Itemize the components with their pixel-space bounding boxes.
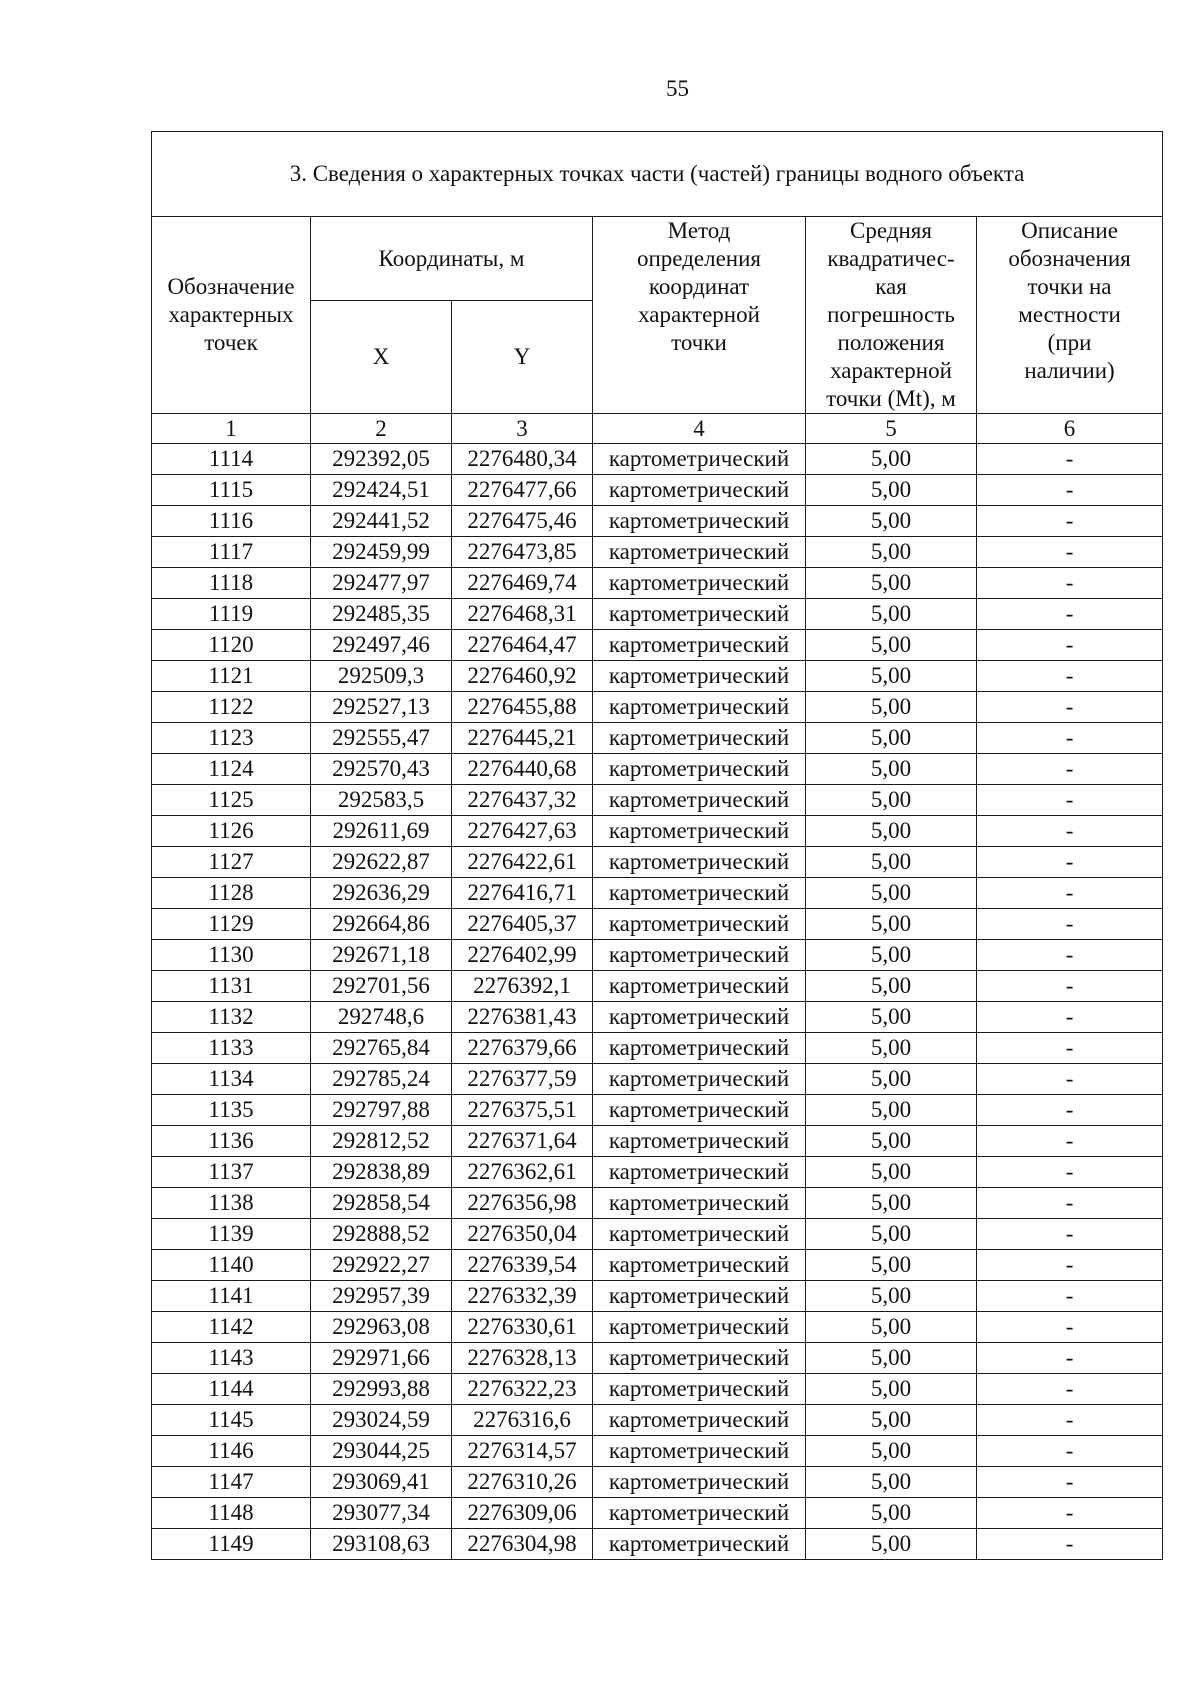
description-cell: - <box>977 1157 1163 1188</box>
column-number: 5 <box>806 414 977 444</box>
description-cell: - <box>977 723 1163 754</box>
y-coordinate-cell: 2276475,46 <box>452 506 593 537</box>
header-description-line: (при <box>1047 330 1092 355</box>
table-row <box>152 1064 1163 1095</box>
table-row <box>152 1219 1163 1250</box>
point-cell: 1135 <box>152 1095 311 1126</box>
table-row <box>152 1281 1163 1312</box>
x-coordinate-cell: 292509,3 <box>311 661 452 692</box>
y-coordinate-cell: 2276440,68 <box>452 754 593 785</box>
header-method <box>593 217 806 414</box>
y-coordinate-cell: 2276480,34 <box>452 444 593 475</box>
header-error-line: точки (Mt), м <box>826 386 956 411</box>
y-coordinate-cell: 2276422,61 <box>452 847 593 878</box>
point-cell: 1147 <box>152 1467 311 1498</box>
y-coordinate-cell: 2276445,21 <box>452 723 593 754</box>
point-cell: 1123 <box>152 723 311 754</box>
table-row <box>152 444 1163 475</box>
method-cell: картометрический <box>593 1281 806 1312</box>
error-cell: 5,00 <box>806 1467 977 1498</box>
method-cell: картометрический <box>593 785 806 816</box>
error-cell: 5,00 <box>806 1281 977 1312</box>
x-coordinate-cell: 292963,08 <box>311 1312 452 1343</box>
point-cell: 1126 <box>152 816 311 847</box>
x-coordinate-cell: 292957,39 <box>311 1281 452 1312</box>
error-cell: 5,00 <box>806 1095 977 1126</box>
point-cell: 1143 <box>152 1343 311 1374</box>
point-cell: 1138 <box>152 1188 311 1219</box>
header-x: X <box>311 301 452 414</box>
error-cell: 5,00 <box>806 537 977 568</box>
table-row <box>152 723 1163 754</box>
x-coordinate-cell: 292424,51 <box>311 475 452 506</box>
x-coordinate-cell: 292971,66 <box>311 1343 452 1374</box>
point-cell: 1139 <box>152 1219 311 1250</box>
error-cell: 5,00 <box>806 1219 977 1250</box>
table-row <box>152 909 1163 940</box>
method-cell: картометрический <box>593 971 806 1002</box>
header-row-top <box>152 217 1163 301</box>
point-cell: 1149 <box>152 1529 311 1560</box>
error-cell: 5,00 <box>806 940 977 971</box>
header-method-line: координат <box>648 274 750 299</box>
table-title-row <box>152 132 1163 217</box>
point-cell: 1134 <box>152 1064 311 1095</box>
header-y: Y <box>452 301 593 414</box>
description-cell: - <box>977 816 1163 847</box>
description-cell: - <box>977 599 1163 630</box>
description-cell: - <box>977 1281 1163 1312</box>
description-cell: - <box>977 1219 1163 1250</box>
method-cell: картометрический <box>593 1064 806 1095</box>
description-cell: - <box>977 1126 1163 1157</box>
method-cell: картометрический <box>593 599 806 630</box>
y-coordinate-cell: 2276405,37 <box>452 909 593 940</box>
y-coordinate-cell: 2276455,88 <box>452 692 593 723</box>
point-cell: 1137 <box>152 1157 311 1188</box>
error-cell: 5,00 <box>806 1157 977 1188</box>
error-cell: 5,00 <box>806 878 977 909</box>
y-coordinate-cell: 2276477,66 <box>452 475 593 506</box>
error-cell: 5,00 <box>806 1529 977 1560</box>
method-cell: картометрический <box>593 1219 806 1250</box>
header-designation-line: точек <box>204 330 258 355</box>
x-coordinate-cell: 292785,24 <box>311 1064 452 1095</box>
y-coordinate-cell: 2276371,64 <box>452 1126 593 1157</box>
x-coordinate-cell: 292636,29 <box>311 878 452 909</box>
x-coordinate-cell: 292459,99 <box>311 537 452 568</box>
description-cell: - <box>977 1343 1163 1374</box>
method-cell: картометрический <box>593 754 806 785</box>
column-number: 2 <box>311 414 452 444</box>
y-coordinate-cell: 2276310,26 <box>452 1467 593 1498</box>
column-numbers-row <box>152 414 1163 444</box>
column-number: 1 <box>152 414 311 444</box>
table-row <box>152 537 1163 568</box>
table-row <box>152 630 1163 661</box>
error-cell: 5,00 <box>806 1033 977 1064</box>
method-cell: картометрический <box>593 444 806 475</box>
error-cell: 5,00 <box>806 1343 977 1374</box>
x-coordinate-cell: 292392,05 <box>311 444 452 475</box>
description-cell: - <box>977 878 1163 909</box>
error-cell: 5,00 <box>806 1002 977 1033</box>
point-cell: 1124 <box>152 754 311 785</box>
method-cell: картометрический <box>593 661 806 692</box>
x-coordinate-cell: 293108,63 <box>311 1529 452 1560</box>
table-row <box>152 568 1163 599</box>
table-row <box>152 1095 1163 1126</box>
method-cell: картометрический <box>593 816 806 847</box>
description-cell: - <box>977 1529 1163 1560</box>
header-error <box>806 217 977 414</box>
column-number: 6 <box>977 414 1163 444</box>
error-cell: 5,00 <box>806 1126 977 1157</box>
x-coordinate-cell: 292838,89 <box>311 1157 452 1188</box>
method-cell: картометрический <box>593 1343 806 1374</box>
point-cell: 1117 <box>152 537 311 568</box>
y-coordinate-cell: 2276375,51 <box>452 1095 593 1126</box>
y-coordinate-cell: 2276322,23 <box>452 1374 593 1405</box>
error-cell: 5,00 <box>806 630 977 661</box>
point-cell: 1132 <box>152 1002 311 1033</box>
header-error-line: кая <box>875 274 907 299</box>
x-coordinate-cell: 292622,87 <box>311 847 452 878</box>
y-coordinate-cell: 2276468,31 <box>452 599 593 630</box>
error-cell: 5,00 <box>806 723 977 754</box>
y-coordinate-cell: 2276316,6 <box>452 1405 593 1436</box>
error-cell: 5,00 <box>806 785 977 816</box>
y-coordinate-cell: 2276392,1 <box>452 971 593 1002</box>
header-error-line: характерной <box>830 358 952 383</box>
y-coordinate-cell: 2276309,06 <box>452 1498 593 1529</box>
method-cell: картометрический <box>593 1529 806 1560</box>
table-row <box>152 1002 1163 1033</box>
error-cell: 5,00 <box>806 1374 977 1405</box>
point-cell: 1127 <box>152 847 311 878</box>
table-row <box>152 940 1163 971</box>
header-designation-line: характерных <box>168 302 294 327</box>
method-cell: картометрический <box>593 1312 806 1343</box>
error-cell: 5,00 <box>806 1064 977 1095</box>
table-row <box>152 1157 1163 1188</box>
table-row <box>152 661 1163 692</box>
error-cell: 5,00 <box>806 506 977 537</box>
error-cell: 5,00 <box>806 475 977 506</box>
y-coordinate-cell: 2276460,92 <box>452 661 593 692</box>
error-cell: 5,00 <box>806 568 977 599</box>
table-row <box>152 816 1163 847</box>
point-cell: 1121 <box>152 661 311 692</box>
method-cell: картометрический <box>593 1467 806 1498</box>
description-cell: - <box>977 1033 1163 1064</box>
x-coordinate-cell: 292583,5 <box>311 785 452 816</box>
table-row <box>152 1033 1163 1064</box>
method-cell: картометрический <box>593 692 806 723</box>
x-coordinate-cell: 293069,41 <box>311 1467 452 1498</box>
method-cell: картометрический <box>593 1002 806 1033</box>
x-coordinate-cell: 292497,46 <box>311 630 452 661</box>
y-coordinate-cell: 2276330,61 <box>452 1312 593 1343</box>
method-cell: картометрический <box>593 506 806 537</box>
table-row <box>152 475 1163 506</box>
table-row <box>152 1250 1163 1281</box>
x-coordinate-cell: 292671,18 <box>311 940 452 971</box>
x-coordinate-cell: 292527,13 <box>311 692 452 723</box>
table-title: 3. Сведения о характерных точках части (частей) границы водного объекта <box>152 132 1163 217</box>
description-cell: - <box>977 475 1163 506</box>
method-cell: картометрический <box>593 630 806 661</box>
y-coordinate-cell: 2276332,39 <box>452 1281 593 1312</box>
description-cell: - <box>977 568 1163 599</box>
table-row <box>152 1498 1163 1529</box>
point-cell: 1118 <box>152 568 311 599</box>
method-cell: картометрический <box>593 878 806 909</box>
y-coordinate-cell: 2276356,98 <box>452 1188 593 1219</box>
table-row <box>152 599 1163 630</box>
point-cell: 1120 <box>152 630 311 661</box>
y-coordinate-cell: 2276362,61 <box>452 1157 593 1188</box>
column-number: 4 <box>593 414 806 444</box>
description-cell: - <box>977 1064 1163 1095</box>
description-cell: - <box>977 1436 1163 1467</box>
point-cell: 1146 <box>152 1436 311 1467</box>
header-description-line: Описание <box>1021 218 1118 243</box>
header-designation <box>152 217 311 414</box>
header-designation-line: Обозначение <box>167 274 295 299</box>
method-cell: картометрический <box>593 847 806 878</box>
error-cell: 5,00 <box>806 971 977 1002</box>
description-cell: - <box>977 1467 1163 1498</box>
description-cell: - <box>977 1188 1163 1219</box>
point-cell: 1141 <box>152 1281 311 1312</box>
description-cell: - <box>977 909 1163 940</box>
y-coordinate-cell: 2276402,99 <box>452 940 593 971</box>
description-cell: - <box>977 1095 1163 1126</box>
y-coordinate-cell: 2276314,57 <box>452 1436 593 1467</box>
x-coordinate-cell: 293044,25 <box>311 1436 452 1467</box>
table-row <box>152 754 1163 785</box>
y-coordinate-cell: 2276469,74 <box>452 568 593 599</box>
header-method-line: определения <box>636 246 761 271</box>
description-cell: - <box>977 444 1163 475</box>
point-cell: 1114 <box>152 444 311 475</box>
y-coordinate-cell: 2276416,71 <box>452 878 593 909</box>
x-coordinate-cell: 292555,47 <box>311 723 452 754</box>
error-cell: 5,00 <box>806 1312 977 1343</box>
y-coordinate-cell: 2276379,66 <box>452 1033 593 1064</box>
header-method-line: точки <box>671 330 727 355</box>
description-cell: - <box>977 940 1163 971</box>
method-cell: картометрический <box>593 940 806 971</box>
y-coordinate-cell: 2276427,63 <box>452 816 593 847</box>
header-error-line: Средняя <box>850 218 932 243</box>
x-coordinate-cell: 292611,69 <box>311 816 452 847</box>
error-cell: 5,00 <box>806 847 977 878</box>
table-row <box>152 1188 1163 1219</box>
table-row <box>152 692 1163 723</box>
method-cell: картометрический <box>593 1405 806 1436</box>
method-cell: картометрический <box>593 1250 806 1281</box>
description-cell: - <box>977 537 1163 568</box>
method-cell: картометрический <box>593 1188 806 1219</box>
header-error-line: погрешность <box>827 302 955 327</box>
table-row <box>152 1312 1163 1343</box>
x-coordinate-cell: 292858,54 <box>311 1188 452 1219</box>
method-cell: картометрический <box>593 568 806 599</box>
boundary-points-table <box>151 131 1163 1560</box>
error-cell: 5,00 <box>806 444 977 475</box>
header-description <box>977 217 1163 414</box>
x-coordinate-cell: 292812,52 <box>311 1126 452 1157</box>
error-cell: 5,00 <box>806 1405 977 1436</box>
description-cell: - <box>977 971 1163 1002</box>
table-row <box>152 1436 1163 1467</box>
x-coordinate-cell: 292888,52 <box>311 1219 452 1250</box>
description-cell: - <box>977 692 1163 723</box>
error-cell: 5,00 <box>806 1436 977 1467</box>
error-cell: 5,00 <box>806 1498 977 1529</box>
description-cell: - <box>977 1250 1163 1281</box>
description-cell: - <box>977 630 1163 661</box>
error-cell: 5,00 <box>806 909 977 940</box>
method-cell: картометрический <box>593 909 806 940</box>
description-cell: - <box>977 847 1163 878</box>
error-cell: 5,00 <box>806 1188 977 1219</box>
point-cell: 1119 <box>152 599 311 630</box>
error-cell: 5,00 <box>806 1250 977 1281</box>
table-row <box>152 506 1163 537</box>
description-cell: - <box>977 785 1163 816</box>
method-cell: картометрический <box>593 1498 806 1529</box>
point-cell: 1133 <box>152 1033 311 1064</box>
point-cell: 1116 <box>152 506 311 537</box>
x-coordinate-cell: 292570,43 <box>311 754 452 785</box>
y-coordinate-cell: 2276473,85 <box>452 537 593 568</box>
point-cell: 1136 <box>152 1126 311 1157</box>
description-cell: - <box>977 754 1163 785</box>
table-row <box>152 847 1163 878</box>
point-cell: 1128 <box>152 878 311 909</box>
method-cell: картометрический <box>593 1095 806 1126</box>
header-description-line: точки на <box>1027 274 1112 299</box>
y-coordinate-cell: 2276464,47 <box>452 630 593 661</box>
y-coordinate-cell: 2276377,59 <box>452 1064 593 1095</box>
description-cell: - <box>977 1312 1163 1343</box>
y-coordinate-cell: 2276350,04 <box>452 1219 593 1250</box>
x-coordinate-cell: 293024,59 <box>311 1405 452 1436</box>
description-cell: - <box>977 661 1163 692</box>
method-cell: картометрический <box>593 723 806 754</box>
y-coordinate-cell: 2276304,98 <box>452 1529 593 1560</box>
header-coordinates: Координаты, м <box>311 217 593 301</box>
table-row <box>152 1374 1163 1405</box>
description-cell: - <box>977 1498 1163 1529</box>
point-cell: 1140 <box>152 1250 311 1281</box>
error-cell: 5,00 <box>806 692 977 723</box>
y-coordinate-cell: 2276437,32 <box>452 785 593 816</box>
method-cell: картометрический <box>593 1126 806 1157</box>
header-error-line: квадратичес- <box>827 246 955 271</box>
y-coordinate-cell: 2276328,13 <box>452 1343 593 1374</box>
point-cell: 1148 <box>152 1498 311 1529</box>
method-cell: картометрический <box>593 537 806 568</box>
x-coordinate-cell: 292701,56 <box>311 971 452 1002</box>
x-coordinate-cell: 292922,27 <box>311 1250 452 1281</box>
method-cell: картометрический <box>593 1033 806 1064</box>
x-coordinate-cell: 292765,84 <box>311 1033 452 1064</box>
error-cell: 5,00 <box>806 754 977 785</box>
table-row <box>152 785 1163 816</box>
description-cell: - <box>977 1374 1163 1405</box>
y-coordinate-cell: 2276339,54 <box>452 1250 593 1281</box>
table-row <box>152 971 1163 1002</box>
page-number: 55 <box>666 76 689 101</box>
table-row <box>152 1343 1163 1374</box>
header-description-line: обозначения <box>1008 246 1131 271</box>
method-cell: картометрический <box>593 1374 806 1405</box>
point-cell: 1145 <box>152 1405 311 1436</box>
description-cell: - <box>977 1002 1163 1033</box>
point-cell: 1115 <box>152 475 311 506</box>
error-cell: 5,00 <box>806 816 977 847</box>
header-description-line: наличии) <box>1024 358 1115 383</box>
method-cell: картометрический <box>593 1157 806 1188</box>
point-cell: 1144 <box>152 1374 311 1405</box>
x-coordinate-cell: 292485,35 <box>311 599 452 630</box>
x-coordinate-cell: 293077,34 <box>311 1498 452 1529</box>
header-method-line: Метод <box>667 218 731 243</box>
method-cell: картометрический <box>593 475 806 506</box>
point-cell: 1142 <box>152 1312 311 1343</box>
table-row <box>152 1126 1163 1157</box>
x-coordinate-cell: 292748,6 <box>311 1002 452 1033</box>
point-cell: 1130 <box>152 940 311 971</box>
point-cell: 1122 <box>152 692 311 723</box>
description-cell: - <box>977 506 1163 537</box>
x-coordinate-cell: 292477,97 <box>311 568 452 599</box>
point-cell: 1131 <box>152 971 311 1002</box>
table-row <box>152 878 1163 909</box>
header-description-line: местности <box>1018 302 1121 327</box>
table-row <box>152 1405 1163 1436</box>
x-coordinate-cell: 292797,88 <box>311 1095 452 1126</box>
error-cell: 5,00 <box>806 661 977 692</box>
header-method-line: характерной <box>638 302 760 327</box>
column-number: 3 <box>452 414 593 444</box>
description-cell: - <box>977 1405 1163 1436</box>
header-error-line: положения <box>837 330 945 355</box>
x-coordinate-cell: 292441,52 <box>311 506 452 537</box>
x-coordinate-cell: 292993,88 <box>311 1374 452 1405</box>
y-coordinate-cell: 2276381,43 <box>452 1002 593 1033</box>
point-cell: 1125 <box>152 785 311 816</box>
table-row <box>152 1529 1163 1560</box>
point-cell: 1129 <box>152 909 311 940</box>
error-cell: 5,00 <box>806 599 977 630</box>
method-cell: картометрический <box>593 1436 806 1467</box>
table-row <box>152 1467 1163 1498</box>
x-coordinate-cell: 292664,86 <box>311 909 452 940</box>
